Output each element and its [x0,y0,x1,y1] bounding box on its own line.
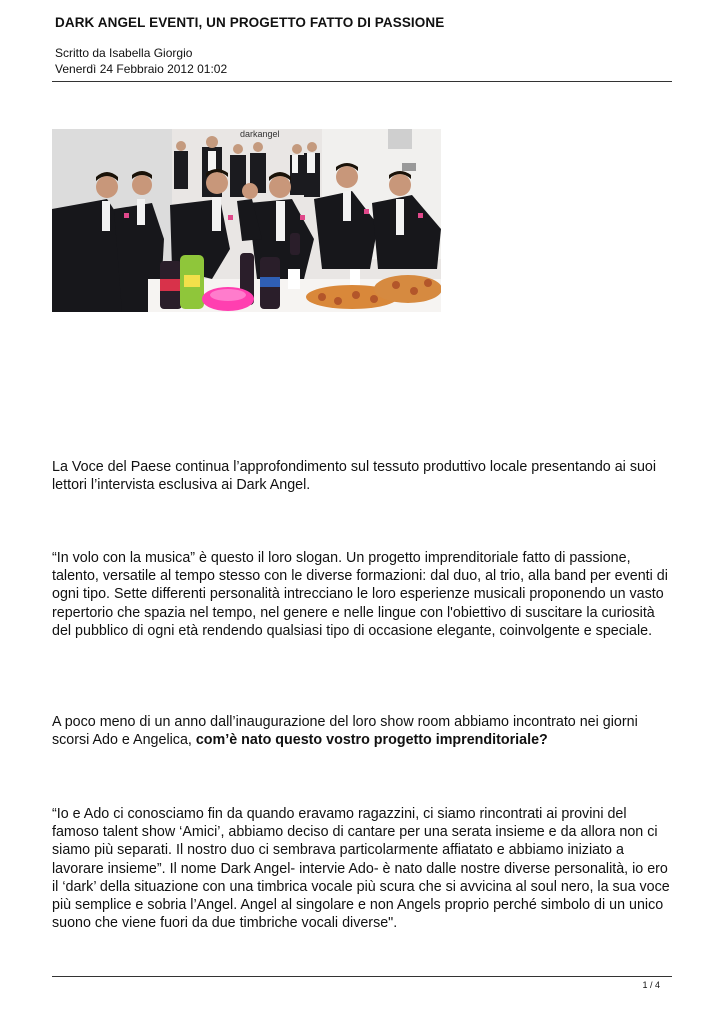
article-date: Venerdì 24 Febbraio 2012 01:02 [55,61,228,76]
article-photo [52,129,441,312]
paragraph-intro: La Voce del Paese continua l’approfondimento sul tessuto produttivo locale presentando ai suoi lettori l’intervista esclusiva ai Dark Angel. [52,459,657,494]
article-author: Scritto da Isabella Giorgio [55,46,193,60]
footer-divider [52,976,672,977]
article-title: DARK ANGEL EVENTI, UN PROGETTO FATTO DI PASSIONE [55,15,445,30]
page-number: 1 / 4 [642,980,660,990]
paragraph-answer: “Io e Ado ci conosciamo fin da quando eravamo ragazzini, ci siamo rincontrati ai provini del famoso talent show ‘Amici’, abbiamo deciso di cantare per una serata insieme e da allora non ci siamo più separati. Il nostro duo ci sembrava particolarmente affiatato e abbiamo iniziato a lavorare insieme”. Il nome Dark Angel- intervie Ado- è nato dalle nostre diverse personalità, io ero il ‘dark’ della situazione con una timbrica vocale più scura che si avvicina al soul nero, la sua voce più semplice e sobria l’Angel. Angel al singolare e non Angels proprio perché simbolo di un unico suono che viene fuori da due timbriche vocali diverse". [52,806,670,932]
paragraph-slogan: “In volo con la musica” è questo il loro slogan. Un progetto imprenditoriale fatto di passione, talento, versatile al tempo stesso con le diverse formazioni: dal duo, al trio, alla band per eventi di ogni tipo. Sette differenti personalità intrecciano le loro esperienze musicali proponendo un vasto repertorio che spazia nel tempo, nel genere e nelle lingue con l'obiettivo di suscitare la curiosità del pubblico di ogni età rendendo qualsiasi tipo di occasione elegante, coinvolgente e speciale. [52,550,668,639]
interview-question: com’è nato questo vostro progetto imprenditoriale? [195,732,548,749]
photo-sign-text: darkangel [240,129,280,139]
paragraph-question-text: A poco meno di un anno dall’inaugurazione del loro show room abbiamo incontrato nei giorni scorsi Ado e Angelica, [52,714,638,749]
article-meta [55,46,227,77]
header-divider [52,81,672,82]
paragraph-question [52,713,674,749]
